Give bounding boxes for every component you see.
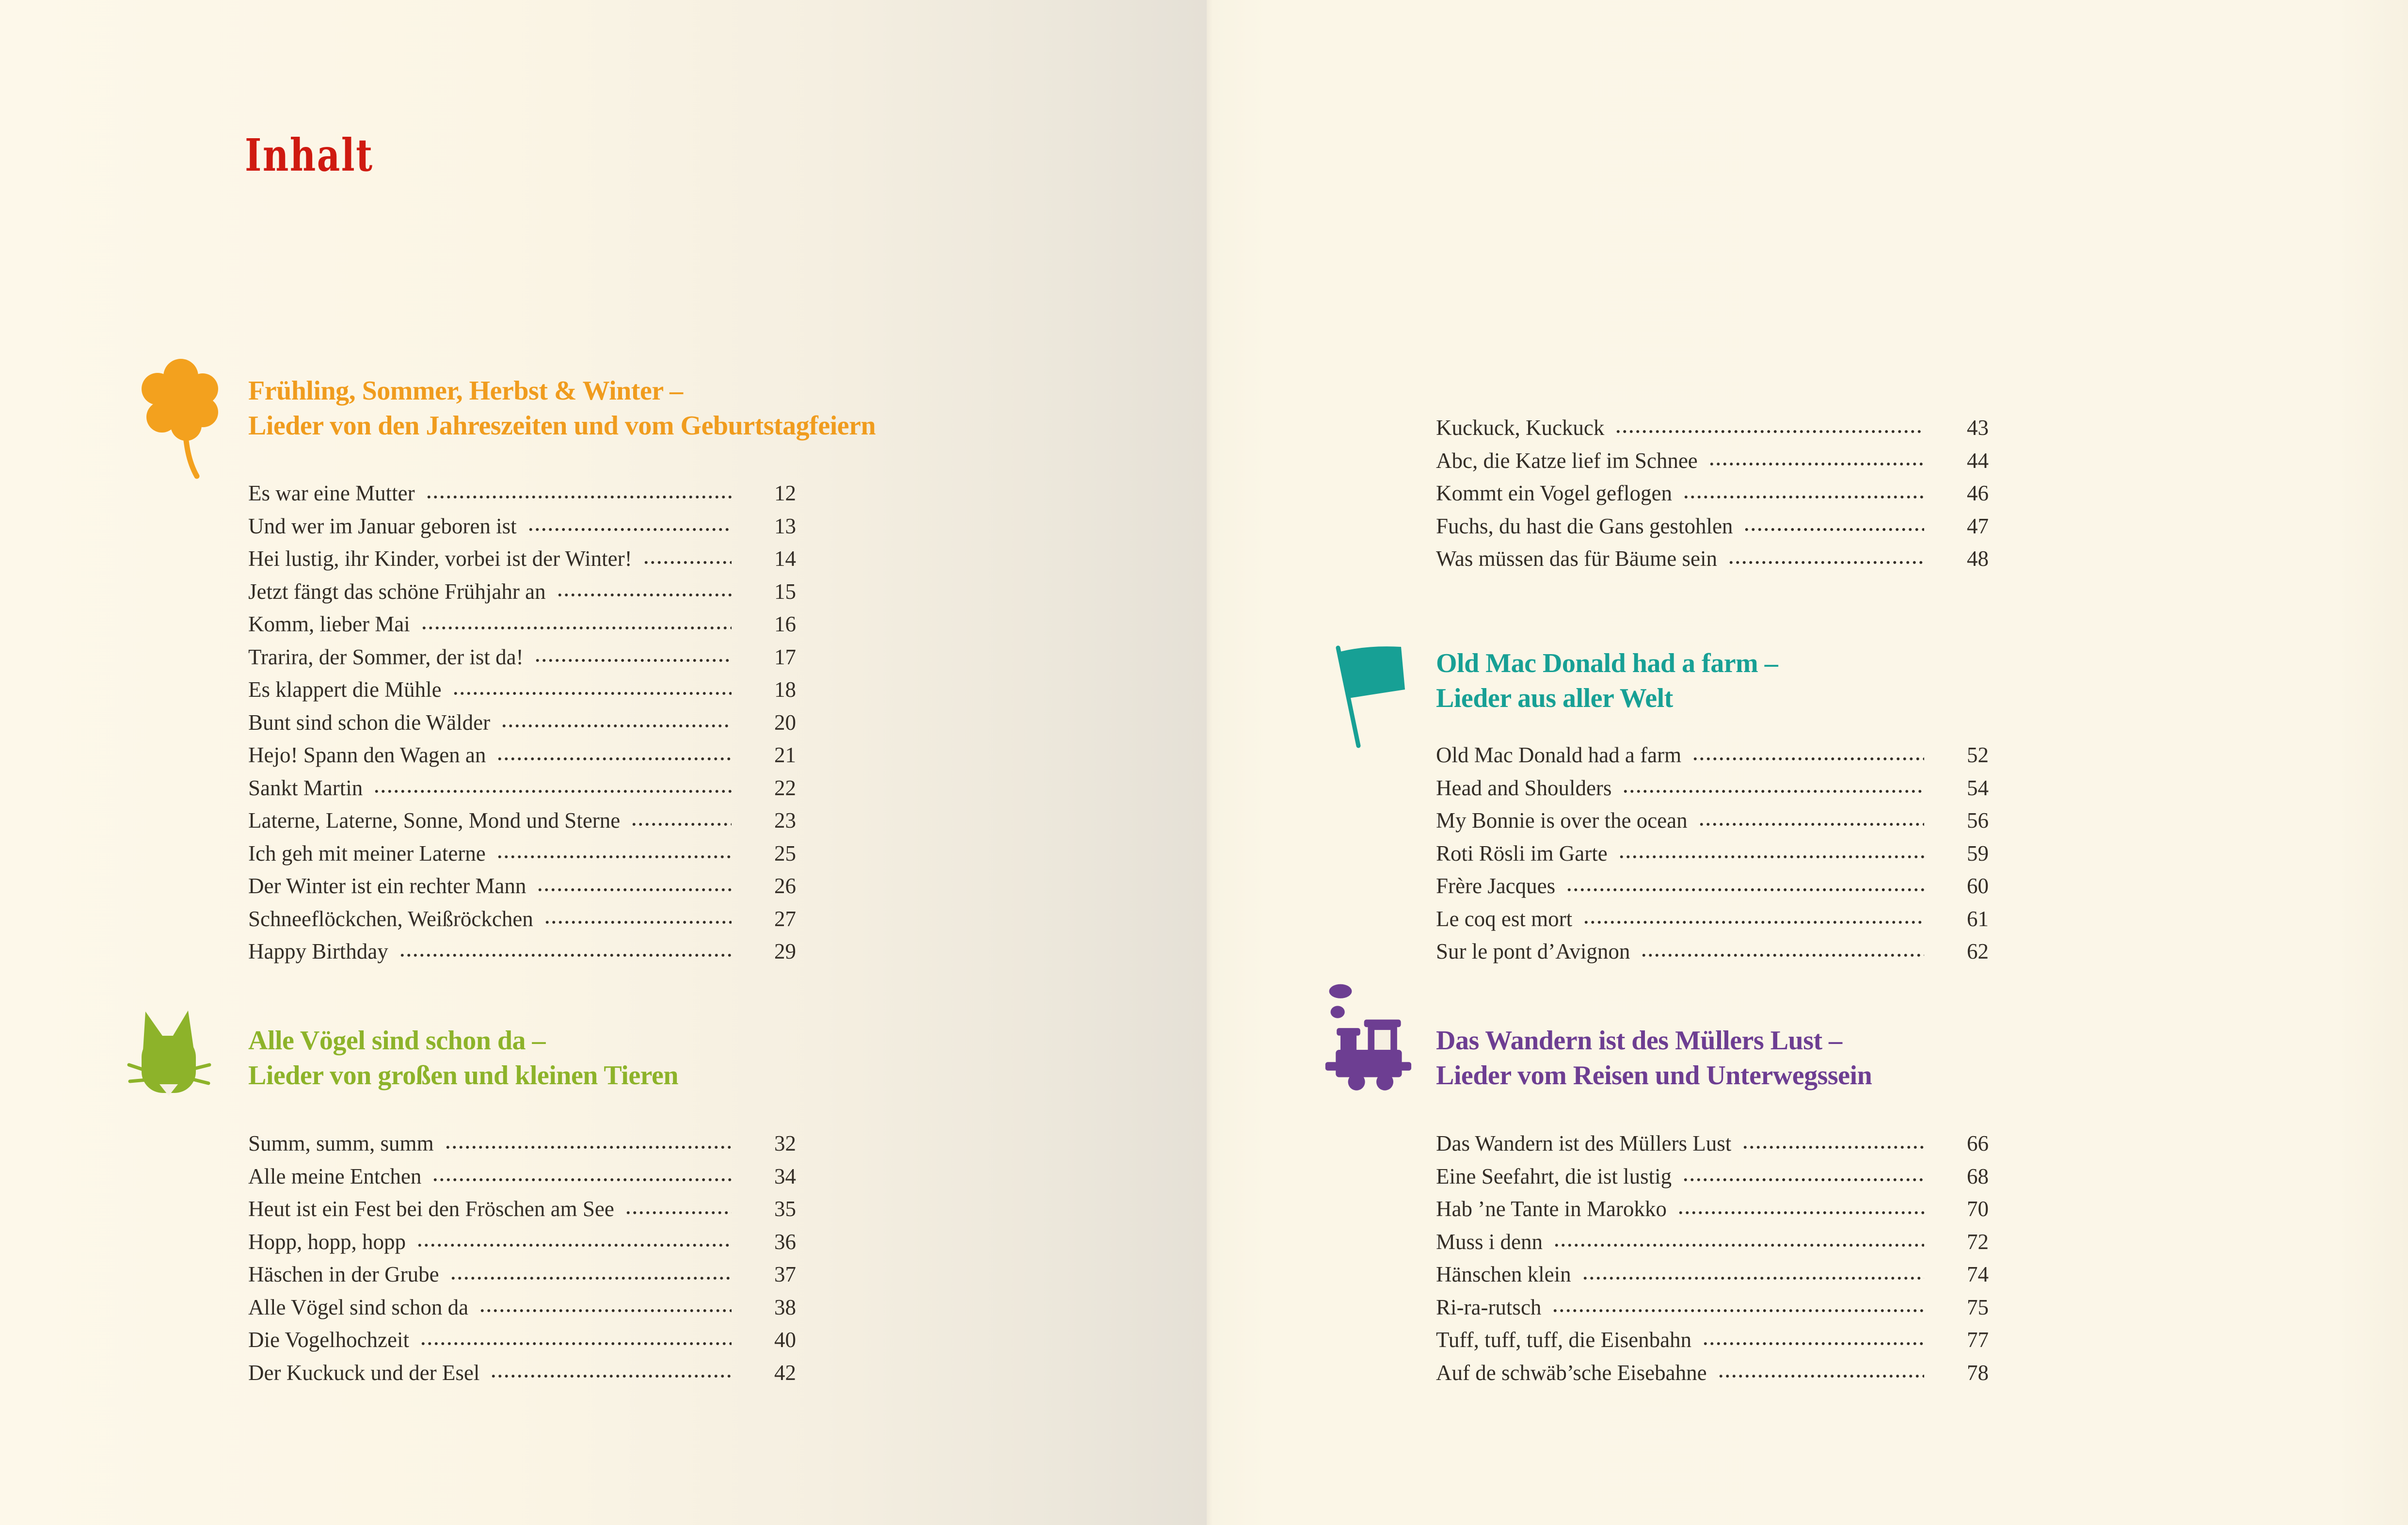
dot-leader [421, 608, 732, 641]
dot-leader [450, 1258, 732, 1291]
toc-entry [1436, 445, 1989, 478]
toc-entry-title: Bunt sind schon die Wälder [248, 710, 491, 735]
toc-entry-page: 26 [774, 874, 796, 898]
toc-entry [248, 1291, 796, 1324]
toc-entry-page: 20 [774, 710, 796, 735]
toc-entry-title: Hopp, hopp, hopp [248, 1229, 406, 1254]
toc-entry-page: 62 [1967, 939, 1989, 963]
flag-icon [1329, 641, 1407, 750]
toc-entry [1436, 1127, 1989, 1160]
cat-icon [127, 1008, 212, 1102]
toc-entry-page: 14 [774, 546, 796, 571]
toc-entry-page: 46 [1967, 481, 1989, 505]
flower-icon [140, 358, 222, 479]
dot-leader [1743, 510, 1924, 543]
toc-entry [1436, 837, 1989, 870]
toc-entry [248, 1193, 796, 1226]
dot-leader [544, 903, 732, 936]
section-heading-travel [1436, 1023, 1872, 1093]
dot-leader [416, 1226, 732, 1259]
dot-leader [631, 804, 732, 837]
toc-entry-title: Hänschen klein [1436, 1262, 1571, 1286]
dot-leader [490, 1357, 732, 1390]
toc-entry-page: 15 [774, 579, 796, 604]
toc-entry-title: Ri-ra-rutsch [1436, 1295, 1542, 1319]
toc-entry-title: Komm, lieber Mai [248, 612, 410, 636]
toc-entry [248, 739, 796, 772]
toc-entry-title: Alle meine Entchen [248, 1164, 422, 1188]
toc-entry-page: 72 [1967, 1229, 1989, 1254]
toc-entry-page: 78 [1967, 1360, 1989, 1385]
toc-entry-title: Die Vogelhochzeit [248, 1328, 410, 1352]
toc-entry-page: 40 [774, 1328, 796, 1352]
train-icon [1323, 983, 1412, 1097]
section-heading-world [1436, 646, 1778, 716]
toc-entry-title: Le coq est mort [1436, 906, 1573, 931]
toc-entry [1436, 1324, 1989, 1357]
dot-leader [1742, 1127, 1924, 1160]
dot-leader [1622, 772, 1924, 805]
toc-entry [248, 903, 796, 936]
toc-entry [248, 1127, 796, 1160]
toc-entry-title: Muss i denn [1436, 1229, 1543, 1254]
toc-entry-page: 52 [1967, 743, 1989, 767]
toc-entry [248, 510, 796, 543]
toc-entry-page: 56 [1967, 808, 1989, 833]
toc-entry-title: Fuchs, du hast die Gans gestohlen [1436, 514, 1733, 538]
toc-entry-page: 70 [1967, 1197, 1989, 1221]
toc-entry-title: Eine Seefahrt, die ist lustig [1436, 1164, 1672, 1188]
toc-entry [248, 1258, 796, 1291]
toc-entry-page: 25 [774, 841, 796, 866]
dot-leader [557, 576, 732, 609]
toc-entry [248, 576, 796, 609]
toc-entry-title: Hei lustig, ihr Kinder, vorbei ist der Winter! [248, 546, 632, 571]
toc-entry-title: Was müssen das für Bäume sein [1436, 546, 1718, 571]
toc-entry-page: 13 [774, 514, 796, 538]
toc-entry-title: Auf de schwäb’sche Eisebahne [1436, 1360, 1707, 1385]
dot-leader [1641, 935, 1924, 968]
page-title: Inhalt [245, 129, 374, 181]
toc-entry-page: 18 [774, 677, 796, 702]
section-heading-line1: Alle Vögel sind schon da – [248, 1026, 545, 1056]
dot-leader [537, 870, 732, 903]
toc-list-animals-continued [1436, 412, 1989, 576]
toc-entry-page: 68 [1967, 1164, 1989, 1188]
toc-list-animals [248, 1127, 796, 1389]
dot-leader [420, 1324, 732, 1357]
toc-entry [1436, 739, 1989, 772]
dot-leader [399, 935, 732, 968]
toc-entry-page: 77 [1967, 1328, 1989, 1352]
toc-entry [248, 935, 796, 968]
toc-list-world [1436, 739, 1989, 968]
dot-leader [479, 1291, 732, 1324]
dot-leader [1682, 1160, 1924, 1193]
toc-entry-title: Summ, summ, summ [248, 1131, 434, 1156]
toc-entry [1436, 804, 1989, 837]
toc-entry-title: Tuff, tuff, tuff, die Eisenbahn [1436, 1328, 1692, 1352]
toc-entry [1436, 903, 1989, 936]
toc-entry-page: 16 [774, 612, 796, 636]
toc-entry-title: Sankt Martin [248, 775, 363, 800]
dot-leader [432, 1160, 732, 1193]
toc-entry-title: Der Kuckuck und der Esel [248, 1360, 480, 1385]
toc-entry-page: 44 [1967, 448, 1989, 473]
toc-entry-page: 29 [774, 939, 796, 963]
toc-list-seasons [248, 477, 796, 968]
dot-leader [1708, 445, 1924, 478]
section-heading-line2: Lieder von großen und kleinen Tieren [248, 1060, 679, 1091]
toc-entry-title: Kommt ein Vogel geflogen [1436, 481, 1673, 505]
toc-entry-title: Schneeflöckchen, Weißröckchen [248, 906, 533, 931]
toc-entry-title: Ich geh mit meiner Laterne [248, 841, 486, 866]
toc-entry-title: Sur le pont d’Avignon [1436, 939, 1630, 963]
toc-entry [248, 1160, 796, 1193]
toc-entry-page: 34 [774, 1164, 796, 1188]
toc-entry-title: Hejo! Spann den Wagen an [248, 743, 486, 767]
dot-leader [534, 641, 732, 674]
dot-leader [1718, 1357, 1924, 1390]
toc-entry-title: Der Winter ist ein rechter Mann [248, 874, 526, 898]
toc-entry-page: 12 [774, 481, 796, 505]
dot-leader [1618, 837, 1924, 870]
toc-entry [1436, 510, 1989, 543]
toc-entry [1436, 477, 1989, 510]
dot-leader [426, 477, 732, 510]
toc-entry [1436, 935, 1989, 968]
toc-entry [1436, 1160, 1989, 1193]
toc-entry-page: 43 [1967, 416, 1989, 440]
toc-entry-title: Trarira, der Sommer, der ist da! [248, 644, 524, 669]
toc-entry-title: Head and Shoulders [1436, 775, 1612, 800]
section-heading-line1: Das Wandern ist des Müllers Lust – [1436, 1026, 1842, 1056]
section-heading-animals [248, 1023, 678, 1093]
section-heading-seasons [248, 373, 876, 443]
toc-entry [1436, 543, 1989, 576]
toc-entry-page: 48 [1967, 546, 1989, 571]
toc-entry-page: 47 [1967, 514, 1989, 538]
toc-entry-page: 22 [774, 775, 796, 800]
toc-entry [1436, 772, 1989, 805]
toc-entry-page: 59 [1967, 841, 1989, 866]
toc-entry-title: Frère Jacques [1436, 874, 1556, 898]
toc-entry [248, 772, 796, 805]
toc-entry-page: 75 [1967, 1295, 1989, 1319]
dot-leader [1677, 1193, 1924, 1226]
toc-entry-page: 38 [774, 1295, 796, 1319]
dot-leader [1692, 739, 1924, 772]
toc-entry [248, 608, 796, 641]
toc-entry [248, 1324, 796, 1357]
toc-list-travel [1436, 1127, 1989, 1389]
dot-leader [1582, 1258, 1924, 1291]
toc-entry [248, 641, 796, 674]
section-heading-line2: Lieder vom Reisen und Unterwegssein [1436, 1060, 1872, 1091]
dot-leader [496, 739, 732, 772]
toc-entry [248, 543, 796, 576]
section-heading-line1: Frühling, Sommer, Herbst & Winter – [248, 376, 683, 406]
toc-entry-title: Häschen in der Grube [248, 1262, 439, 1286]
dot-leader [625, 1193, 732, 1226]
toc-entry-title: My Bonnie is over the ocean [1436, 808, 1688, 833]
section-heading-line2: Lieder aus aller Welt [1436, 683, 1673, 713]
dot-leader [501, 706, 732, 739]
dot-leader [1683, 477, 1924, 510]
dot-leader [527, 510, 732, 543]
toc-entry [248, 870, 796, 903]
toc-entry-title: Roti Rösli im Garte [1436, 841, 1608, 866]
toc-entry-page: 61 [1967, 906, 1989, 931]
dot-leader [452, 674, 732, 706]
toc-entry-title: Old Mac Donald had a farm [1436, 743, 1682, 767]
dot-leader [643, 543, 732, 576]
toc-entry-page: 66 [1967, 1131, 1989, 1156]
toc-entry [1436, 870, 1989, 903]
toc-entry-title: Jetzt fängt das schöne Frühjahr an [248, 579, 546, 604]
toc-entry-page: 36 [774, 1229, 796, 1254]
toc-entry-title: Und wer im Januar geboren ist [248, 514, 517, 538]
section-heading-line2: Lieder von den Jahreszeiten und vom Geburtstagfeiern [248, 411, 876, 441]
dot-leader [1552, 1291, 1924, 1324]
toc-entry-title: Hab ’ne Tante in Marokko [1436, 1197, 1667, 1221]
toc-entry-page: 23 [774, 808, 796, 833]
toc-entry [1436, 1357, 1989, 1390]
toc-entry [248, 804, 796, 837]
dot-leader [1553, 1226, 1924, 1259]
toc-entry-title: Alle Vögel sind schon da [248, 1295, 469, 1319]
toc-entry-page: 60 [1967, 874, 1989, 898]
toc-entry-title: Laterne, Laterne, Sonne, Mond und Sterne [248, 808, 621, 833]
toc-entry-page: 27 [774, 906, 796, 931]
toc-entry [248, 1226, 796, 1259]
dot-leader [1698, 804, 1924, 837]
toc-entry [1436, 1258, 1989, 1291]
toc-entry-title: Kuckuck, Kuckuck [1436, 416, 1605, 440]
toc-entry-title: Es war eine Mutter [248, 481, 415, 505]
toc-entry-page: 74 [1967, 1262, 1989, 1286]
toc-entry [248, 477, 796, 510]
dot-leader [1615, 412, 1924, 445]
toc-entry [1436, 412, 1989, 445]
toc-entry-page: 17 [774, 644, 796, 669]
toc-entry-title: Abc, die Katze lief im Schnee [1436, 448, 1698, 473]
toc-entry [248, 674, 796, 706]
toc-entry-title: Es klappert die Mühle [248, 677, 442, 702]
toc-entry [248, 706, 796, 739]
toc-entry [1436, 1226, 1989, 1259]
dot-leader [1702, 1324, 1924, 1357]
dot-leader [496, 837, 732, 870]
dot-leader [1566, 870, 1924, 903]
toc-entry [248, 837, 796, 870]
dot-leader [373, 772, 732, 805]
dot-leader [1583, 903, 1924, 936]
toc-entry-page: 37 [774, 1262, 796, 1286]
toc-entry [1436, 1291, 1989, 1324]
toc-entry-page: 21 [774, 743, 796, 767]
toc-entry-title: Happy Birthday [248, 939, 388, 963]
toc-entry-title: Heut ist ein Fest bei den Fröschen am See [248, 1197, 614, 1221]
toc-entry [248, 1357, 796, 1390]
toc-entry-page: 32 [774, 1131, 796, 1156]
toc-entry-title: Das Wandern ist des Müllers Lust [1436, 1131, 1732, 1156]
section-heading-line1: Old Mac Donald had a farm – [1436, 648, 1778, 678]
toc-entry-page: 54 [1967, 775, 1989, 800]
dot-leader [445, 1127, 732, 1160]
toc-entry-page: 35 [774, 1197, 796, 1221]
toc-entry [1436, 1193, 1989, 1226]
dot-leader [1728, 543, 1924, 576]
toc-entry-page: 42 [774, 1360, 796, 1385]
